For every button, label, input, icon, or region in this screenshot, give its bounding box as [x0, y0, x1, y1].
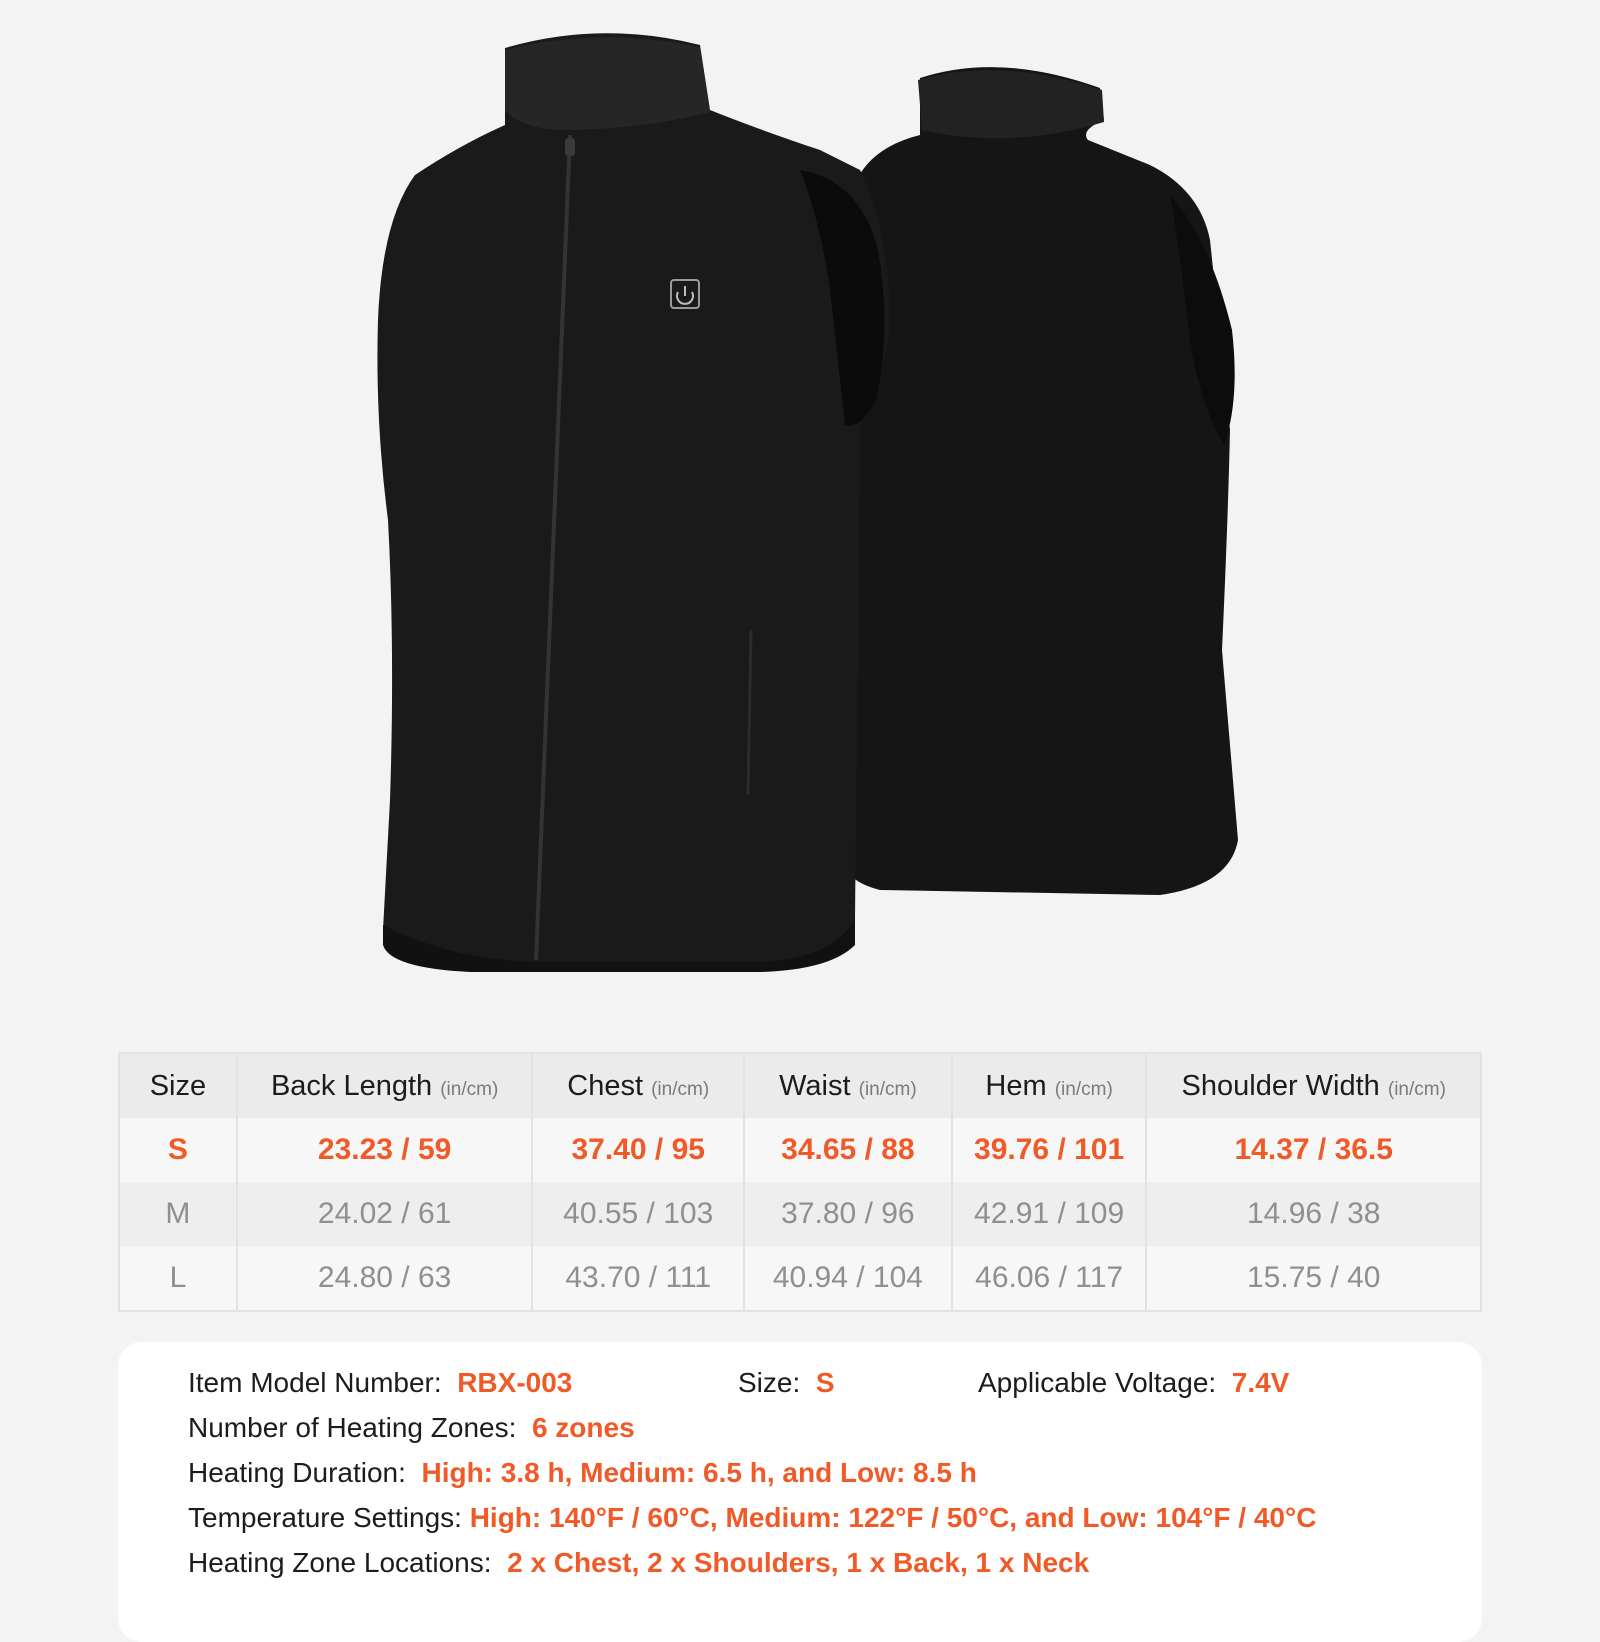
- header-size: Size: [119, 1053, 237, 1118]
- header-chest: Chest (in/cm): [532, 1053, 744, 1118]
- spec-zones: [188, 1412, 635, 1444]
- header-waist: Waist (in/cm): [744, 1053, 952, 1118]
- vest-front-view: [377, 33, 890, 972]
- spec-temperature: [188, 1502, 1316, 1534]
- table-row: [119, 1182, 1481, 1246]
- table-cell: 14.96 / 38: [1146, 1182, 1481, 1246]
- table-cell: 23.23 / 59: [237, 1118, 533, 1182]
- spec-zones-value: 6 zones: [531, 1412, 635, 1443]
- spec-model-label: Item Model Number:: [188, 1367, 442, 1398]
- table-cell: 34.65 / 88: [744, 1118, 952, 1182]
- spec-duration: [188, 1457, 977, 1489]
- table-cell: 40.94 / 104: [744, 1246, 952, 1311]
- table-cell: 37.80 / 96: [744, 1182, 952, 1246]
- table-cell: 24.80 / 63: [237, 1246, 533, 1311]
- header-back-length: Back Length (in/cm): [237, 1053, 533, 1118]
- spec-voltage: [978, 1367, 1289, 1399]
- table-cell: 40.55 / 103: [532, 1182, 744, 1246]
- table-row: [119, 1118, 1481, 1182]
- spec-locations: [188, 1547, 1089, 1579]
- table-row: [119, 1246, 1481, 1311]
- spec-size-label: Size:: [738, 1367, 801, 1398]
- header-hem: Hem (in/cm): [952, 1053, 1147, 1118]
- table-cell-size: L: [119, 1246, 237, 1311]
- size-chart-table: [118, 1052, 1482, 1312]
- spec-temp-value: High: 140°F / 60°C, Medium: 122°F / 50°C, and Low: 104°F / 40°C: [469, 1502, 1317, 1533]
- spec-locations-label: Heating Zone Locations:: [188, 1547, 492, 1578]
- spec-voltage-value: 7.4V: [1231, 1367, 1290, 1398]
- table-cell-size: M: [119, 1182, 237, 1246]
- table-cell: 42.91 / 109: [952, 1182, 1147, 1246]
- table-cell: 46.06 / 117: [952, 1246, 1147, 1311]
- spec-zones-label: Number of Heating Zones:: [188, 1412, 517, 1443]
- spec-duration-label: Heating Duration:: [188, 1457, 406, 1488]
- table-cell-size: S: [119, 1118, 237, 1182]
- table-cell: 24.02 / 61: [237, 1182, 533, 1246]
- table-cell: 37.40 / 95: [532, 1118, 744, 1182]
- vest-back-view: [840, 67, 1238, 895]
- spec-card: [118, 1342, 1482, 1642]
- spec-size: [738, 1367, 835, 1399]
- spec-size-value: S: [815, 1367, 835, 1398]
- spec-model: [188, 1367, 572, 1399]
- spec-model-value: RBX-003: [457, 1367, 573, 1398]
- table-cell: 15.75 / 40: [1146, 1246, 1481, 1311]
- header-shoulder-width: Shoulder Width (in/cm): [1146, 1053, 1481, 1118]
- spec-locations-value: 2 x Chest, 2 x Shoulders, 1 x Back, 1 x Neck: [507, 1547, 1090, 1578]
- spec-temp-label: Temperature Settings:: [188, 1502, 462, 1533]
- table-cell: 43.70 / 111: [532, 1246, 744, 1311]
- table-cell: 39.76 / 101: [952, 1118, 1147, 1182]
- spec-duration-value: High: 3.8 h, Medium: 6.5 h, and Low: 8.5 h: [421, 1457, 977, 1488]
- table-cell: 14.37 / 36.5: [1146, 1118, 1481, 1182]
- spec-voltage-label: Applicable Voltage:: [978, 1367, 1217, 1398]
- size-chart-header-row: [119, 1053, 1481, 1118]
